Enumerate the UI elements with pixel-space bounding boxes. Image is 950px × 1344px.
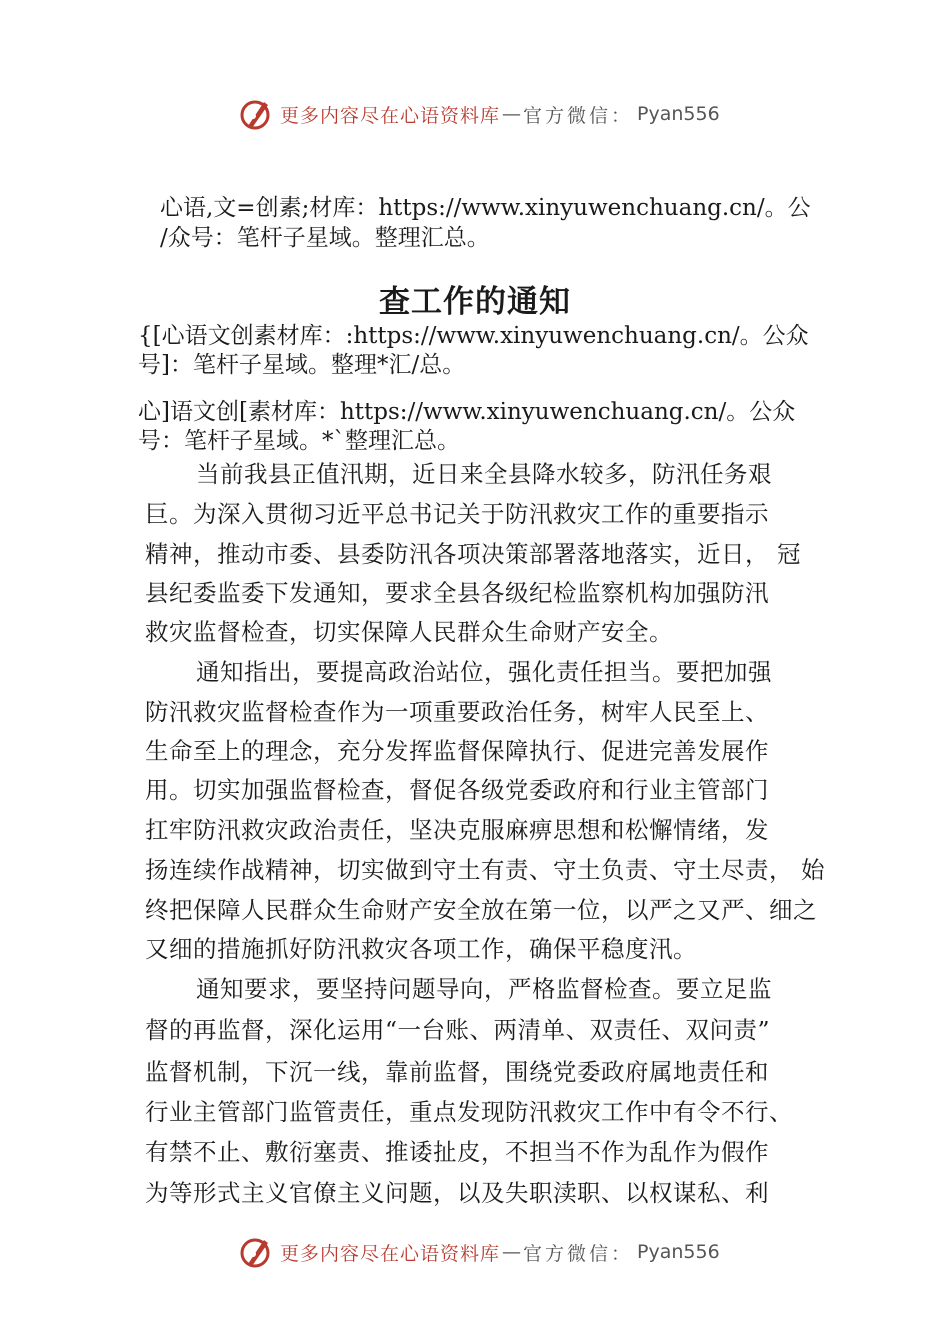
paragraph-2-line-2: 防汛救灾监督检查作为一项重要政治任务，树牢人民至上、 <box>145 698 769 726</box>
paragraph-1-line-4: 县纪委监委下发通知，要求全县各级纪检监察机构加强防汛 <box>145 579 769 607</box>
note-a-line-2: 号]：笔杆子星域。整理*汇/总。 <box>138 352 466 378</box>
banner-separator: — <box>502 103 522 125</box>
banner-site-name: 更多内容尽在心语资料库 <box>280 1242 501 1265</box>
note-b-line-2: 号：笔杆子星域。*`整理汇总。 <box>138 428 460 454</box>
banner-official-label: 官方微信： <box>523 1242 634 1265</box>
banner-official-label: 官方微信： <box>523 104 634 127</box>
paragraph-2-line-1: 通知指出，要提高政治站位，强化责任担当。要把加强 <box>196 658 772 686</box>
paragraph-1-line-2: 巨。为深入贯彻习近平总书记关于防汛救灾工作的重要指示 <box>145 500 769 528</box>
paragraph-1-line-5: 救灾监督检查，切实保障人民群众生命财产安全。 <box>145 618 673 646</box>
paragraph-2-line-4: 用。切实加强监督检查，督促各级党委政府和行业主管部门 <box>145 776 769 804</box>
paragraph-2-line-7: 终把保障人民群众生命财产安全放在第一位，以严之又严、细之 <box>145 896 817 924</box>
paragraph-3-line-3: 监督机制，下沉一线，靠前监督，围绕党委政府属地责任和 <box>145 1058 769 1086</box>
pen-circle-logo-icon <box>238 96 274 132</box>
banner-separator: — <box>502 1241 522 1263</box>
paragraph-3-line-6: 为等形式主义官僚主义问题，以及失职渎职、以权谋私、利 <box>145 1179 769 1207</box>
header-note-line-2: /众号：笔杆子星域。整理汇总。 <box>160 225 490 251</box>
footer-banner <box>238 1232 720 1272</box>
banner-wechat-id: Pyan556 <box>637 1241 720 1263</box>
paragraph-3-line-5: 有禁不止、敷衍塞责、推诿扯皮，不担当不作为乱作为假作 <box>145 1138 769 1166</box>
banner-wechat-id: Pyan556 <box>637 103 720 125</box>
paragraph-2-line-8: 又细的措施抓好防汛救灾各项工作，确保平稳度汛。 <box>145 935 697 963</box>
pen-circle-logo-icon <box>238 1234 274 1270</box>
page-title: 查工作的通知 <box>379 284 571 320</box>
paragraph-2-line-5: 扛牢防汛救灾政治责任，坚决克服麻痹思想和松懈情绪，发 <box>145 816 769 844</box>
paragraph-2-line-6: 扬连续作战精神，切实做到守土有责、守土负责、守土尽责， 始 <box>145 856 825 884</box>
paragraph-3-line-2: 督的再监督，深化运用“一台账、两清单、双责任、双问责” <box>145 1016 771 1044</box>
header-note-line-1: 心语,文=创素;材库：https://www.xinyuwenchuang.cn/。公 <box>160 195 811 221</box>
paragraph-1-line-1: 当前我县正值汛期，近日来全县降水较多，防汛任务艰 <box>196 460 772 488</box>
note-a-line-1: {[心语文创素材库：:https://www.xinyuwenchuang.cn/。公众 <box>138 323 809 349</box>
banner-site-name: 更多内容尽在心语资料库 <box>280 104 501 127</box>
paragraph-1-line-3: 精神，推动市委、县委防汛各项决策部署落地落实，近日， 冠 <box>145 540 801 568</box>
note-b-line-1: 心]语文创[素材库：https://www.xinyuwenchuang.cn/。公众 <box>138 399 796 425</box>
paragraph-3-line-4: 行业主管部门监管责任，重点发现防汛救灾工作中有令不行、 <box>145 1098 793 1126</box>
paragraph-2-line-3: 生命至上的理念，充分发挥监督保障执行、促进完善发展作 <box>145 737 769 765</box>
paragraph-3-line-1: 通知要求，要坚持问题导向，严格监督检查。要立足监 <box>196 975 772 1003</box>
header-banner <box>238 94 720 134</box>
